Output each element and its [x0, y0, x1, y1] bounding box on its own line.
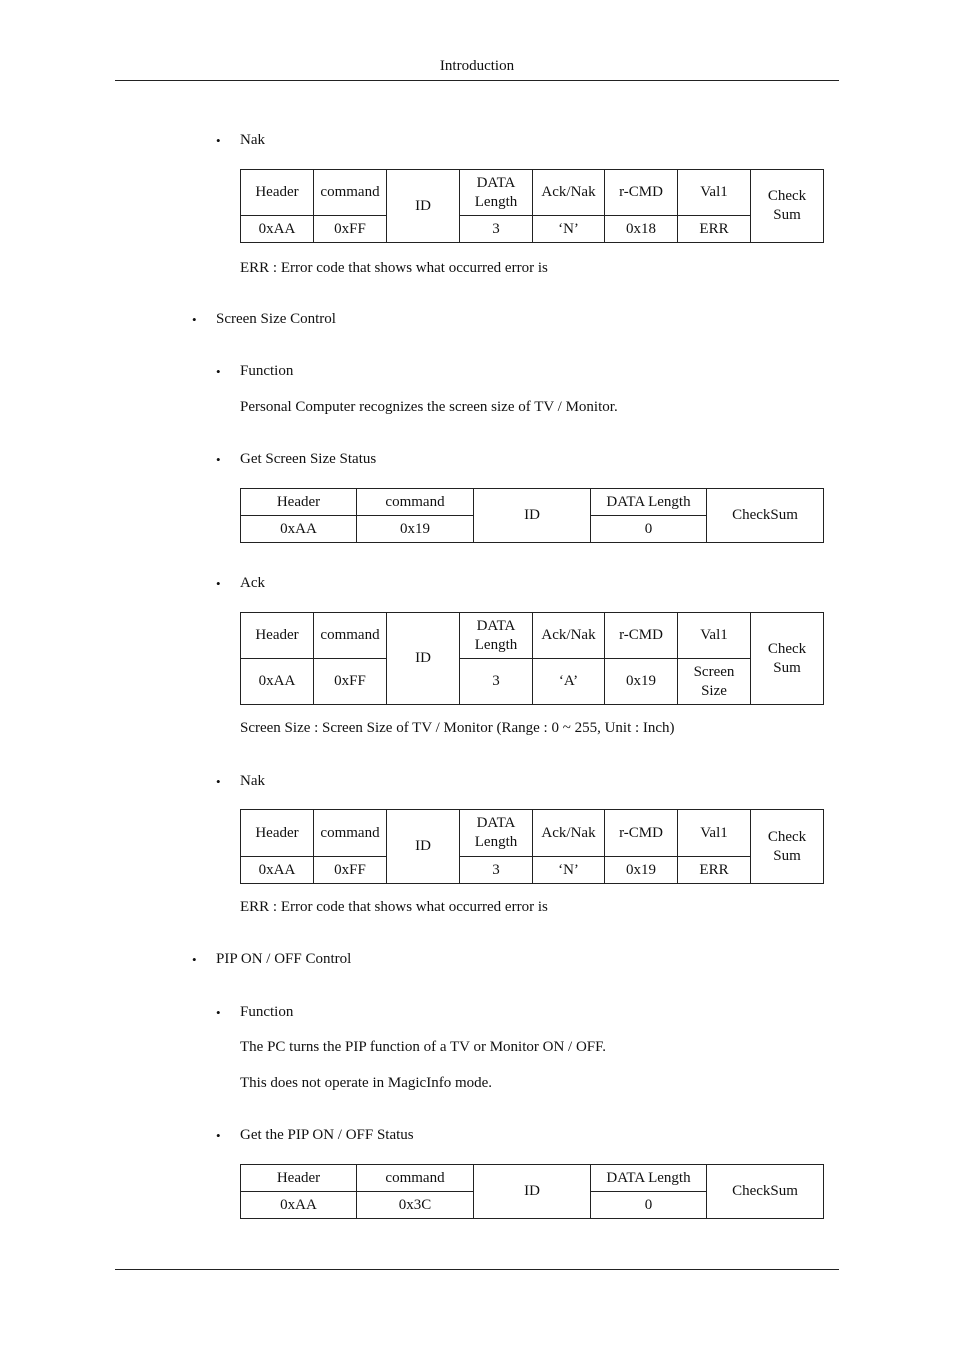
bullet-dot: •	[216, 133, 221, 148]
col-data-length: DATA Length	[460, 810, 533, 857]
bullet-dot: •	[216, 452, 221, 467]
cell-ack-value: ‘N’	[533, 216, 605, 243]
bullet-dot: •	[192, 312, 197, 327]
bullet-dot: •	[192, 952, 197, 967]
col-r-cmd: r-CMD	[605, 613, 678, 659]
screen-size-note: Screen Size : Screen Size of TV / Monitor (Range : 0 ~ 255, Unit : Inch)	[240, 720, 675, 736]
section-screen-size-control: Screen Size Control	[216, 311, 336, 327]
ack-table	[240, 612, 824, 705]
section-pip-control: PIP ON / OFF Control	[216, 951, 352, 967]
cell-rcmd-value: 0x19	[605, 857, 678, 884]
function-heading: Function	[240, 363, 294, 379]
col-command: command	[314, 170, 387, 216]
col-header: Header	[241, 613, 314, 659]
col-header: Header	[241, 170, 314, 216]
cell-ack-value: ‘A’	[533, 659, 605, 705]
cell-val1-value: Screen Size	[678, 659, 751, 705]
col-data-length: DATA Length	[591, 1165, 707, 1192]
col-command: command	[357, 1165, 474, 1192]
bullet-dot: •	[216, 576, 221, 591]
cell-rcmd-value: 0x19	[605, 659, 678, 705]
cell-command-value: 0x3C	[357, 1192, 474, 1219]
function-description: The PC turns the PIP function of a TV or Monitor ON / OFF.	[240, 1039, 607, 1055]
col-command: command	[357, 489, 474, 516]
cell-command-value: 0xFF	[314, 659, 387, 705]
get-pip-heading: Get the PIP ON / OFF Status	[240, 1127, 414, 1143]
col-id: ID	[474, 1165, 591, 1219]
col-data-length: DATA Length	[460, 170, 533, 216]
col-ack-nak: Ack/Nak	[533, 613, 605, 659]
col-header: Header	[241, 810, 314, 857]
cell-rcmd-value: 0x18	[605, 216, 678, 243]
cell-header-value: 0xAA	[241, 216, 314, 243]
ack-heading: Ack	[240, 575, 265, 591]
function-description-note: This does not operate in MagicInfo mode.	[240, 1075, 493, 1091]
col-r-cmd: r-CMD	[605, 810, 678, 857]
cell-command-value: 0x19	[357, 516, 474, 543]
col-header: Header	[241, 1165, 357, 1192]
col-id: ID	[387, 810, 460, 884]
function-description: Personal Computer recognizes the screen size of TV / Monitor.	[240, 399, 618, 415]
col-data-length: DATA Length	[591, 489, 707, 516]
cell-header-value: 0xAA	[241, 857, 314, 884]
col-checksum: Check Sum	[751, 613, 824, 705]
col-checksum: CheckSum	[707, 489, 824, 543]
err-note: ERR : Error code that shows what occurred error is	[240, 260, 548, 276]
col-data-length: DATA Length	[460, 613, 533, 659]
col-header: Header	[241, 489, 357, 516]
col-val1: Val1	[678, 613, 751, 659]
col-ack-nak: Ack/Nak	[533, 810, 605, 857]
col-val1: Val1	[678, 810, 751, 857]
cell-length-value: 0	[591, 1192, 707, 1219]
footer-rule	[115, 1269, 839, 1270]
col-checksum: Check Sum	[751, 170, 824, 243]
cell-ack-value: ‘N’	[533, 857, 605, 884]
cell-header-value: 0xAA	[241, 1192, 357, 1219]
cell-val1-value: ERR	[678, 216, 751, 243]
header-rule	[115, 80, 839, 81]
bullet-dot: •	[216, 1128, 221, 1143]
err-note: ERR : Error code that shows what occurred error is	[240, 899, 548, 915]
cell-length-value: 3	[460, 857, 533, 884]
col-checksum: Check Sum	[751, 810, 824, 884]
col-id: ID	[474, 489, 591, 543]
get-screen-size-heading: Get Screen Size Status	[240, 451, 377, 467]
bullet-dot: •	[216, 1005, 221, 1020]
cell-val1-value: ERR	[678, 857, 751, 884]
col-id: ID	[387, 170, 460, 243]
cell-command-value: 0xFF	[314, 216, 387, 243]
function-heading: Function	[240, 1004, 294, 1020]
cell-command-value: 0xFF	[314, 857, 387, 884]
col-id: ID	[387, 613, 460, 705]
cell-length-value: 3	[460, 659, 533, 705]
get-screen-size-table	[240, 488, 824, 543]
cell-length-value: 0	[591, 516, 707, 543]
cell-header-value: 0xAA	[241, 659, 314, 705]
page-header-title: Introduction	[439, 58, 515, 74]
nak-heading: Nak	[240, 773, 265, 789]
nak-table-2	[240, 809, 824, 884]
col-val1: Val1	[678, 170, 751, 216]
col-checksum: CheckSum	[707, 1165, 824, 1219]
nak-heading: Nak	[240, 132, 265, 148]
col-command: command	[314, 613, 387, 659]
col-ack-nak: Ack/Nak	[533, 170, 605, 216]
cell-length-value: 3	[460, 216, 533, 243]
nak-table	[240, 169, 824, 243]
get-pip-table	[240, 1164, 824, 1219]
col-command: command	[314, 810, 387, 857]
bullet-dot: •	[216, 364, 221, 379]
bullet-dot: •	[216, 774, 221, 789]
col-r-cmd: r-CMD	[605, 170, 678, 216]
cell-header-value: 0xAA	[241, 516, 357, 543]
